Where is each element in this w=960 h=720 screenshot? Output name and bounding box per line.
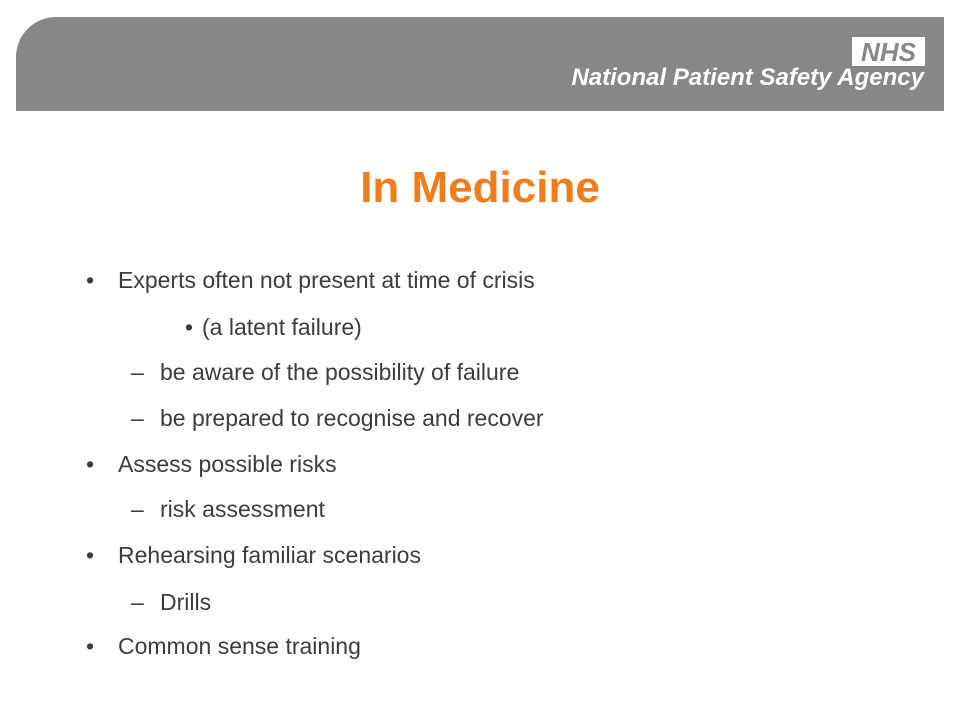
bullet-marker: • [86, 267, 95, 293]
bullet-marker: • [185, 314, 194, 340]
bullet-text: Common sense training [118, 633, 361, 659]
nhs-logo-text: NHS [861, 36, 916, 67]
bullet-marker: • [86, 633, 95, 659]
slide-title: In Medicine [360, 163, 600, 212]
bullet-text: be prepared to recognise and recover [160, 405, 544, 431]
bullet-text: Drills [160, 589, 212, 615]
bullet-marker: • [86, 451, 95, 477]
bullet-text: be aware of the possibility of failure [160, 359, 520, 385]
bullet-text: Experts often not present at time of crisis [118, 267, 535, 293]
bullet-marker: – [131, 589, 144, 615]
bullet-marker: – [131, 405, 144, 431]
bullet-marker: – [131, 496, 144, 522]
bullet-text: Rehearsing familiar scenarios [118, 542, 421, 568]
agency-name: National Patient Safety Agency [571, 64, 924, 91]
bullet-text: risk assessment [160, 496, 325, 522]
bullet-text: (a latent failure) [202, 314, 362, 340]
bullet-text: Assess possible risks [118, 451, 337, 477]
bullet-marker: – [131, 359, 144, 385]
bullet-marker: • [86, 542, 95, 568]
